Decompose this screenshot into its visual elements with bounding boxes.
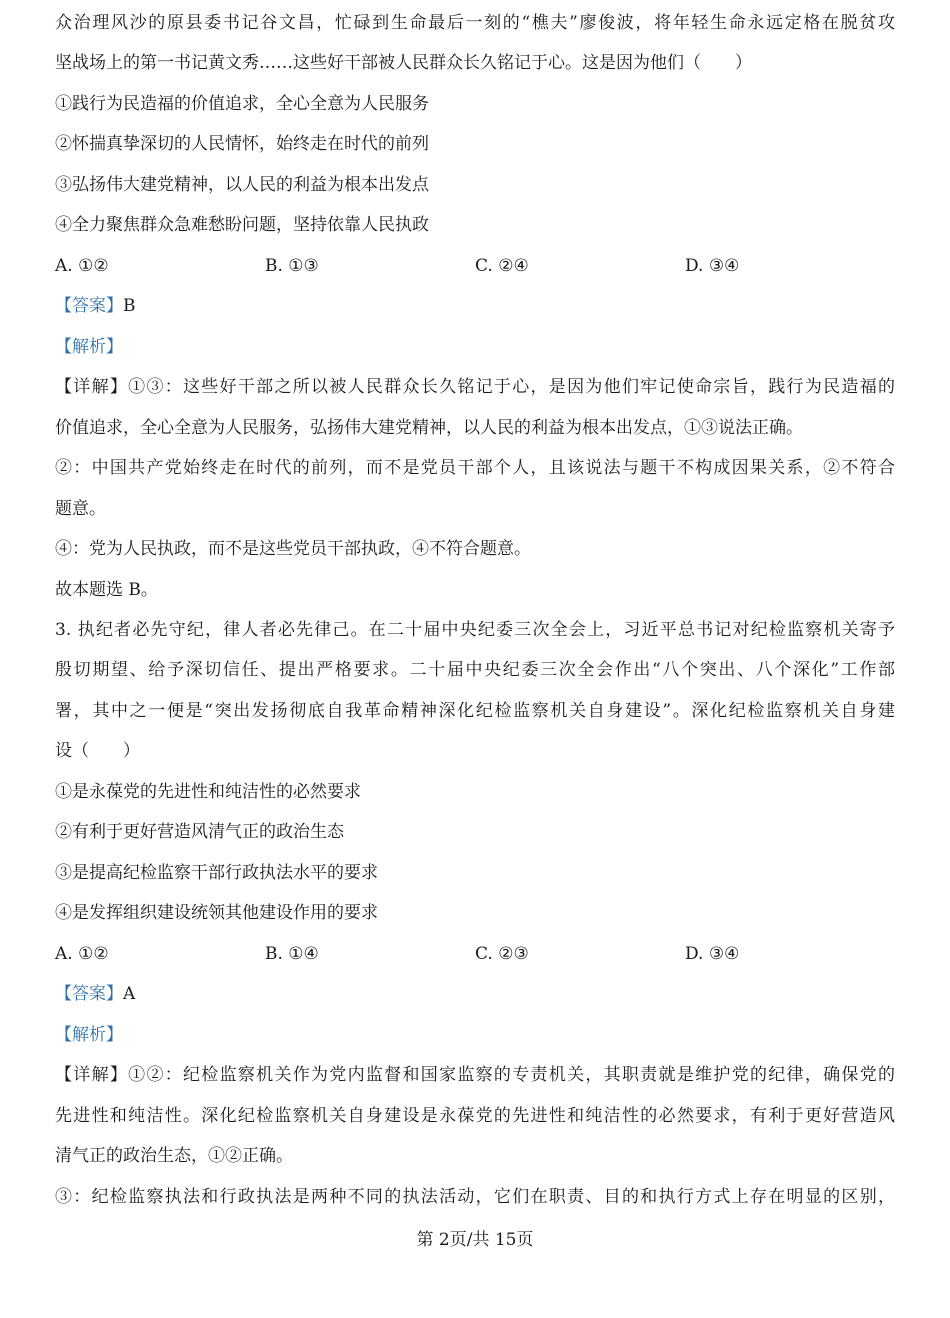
q3-statement-1: ①是永葆党的先进性和纯洁性的必然要求	[55, 782, 361, 802]
page-number-footer: 第 2页/共 15页	[416, 1230, 534, 1250]
q2-statement-1: ①践行为民造福的价值追求，全心全意为人民服务	[55, 94, 429, 114]
q2-detail-line-2: 价值追求，全心全意为人民服务，弘扬伟大建党精神，以人民的利益为根本出发点，①③说法正确。	[55, 418, 803, 438]
q2-detail-line-3: ②：中国共产党始终走在时代的前列，而不是党员干部个人，且该说法与题干不构成因果关系，②不符合	[55, 458, 895, 478]
q2-option-d: D. ③④	[685, 256, 740, 276]
q2-statement-2: ②怀揣真挚深切的人民情怀，始终走在时代的前列	[55, 134, 429, 154]
q3-detail-line-3: 清气正的政治生态，①②正确。	[55, 1146, 293, 1166]
q2-option-b: B. ①③	[265, 256, 319, 276]
detail-tag: 【详解】	[55, 377, 129, 397]
q2-detail-line-1	[55, 376, 895, 398]
q3-detail-line-1	[55, 1064, 895, 1086]
detail-text: ①③：这些好干部之所以被人民群众长久铭记于心，是因为他们牢记使命宗旨，践行为民造福的	[128, 377, 895, 397]
answer-tag: 【答案】	[55, 984, 123, 1004]
q3-detail-line-2: 先进性和纯洁性。深化纪检监察机关自身建设是永葆党的先进性和纯洁性的必然要求，有利于更好营造风	[55, 1106, 895, 1126]
q3-option-a: A. ①②	[55, 944, 109, 964]
q3-stem-line-2: 殷切期望、给予深切信任、提出严格要求。二十届中央纪委三次全会作出“八个突出、八个深化”工作部	[55, 660, 895, 680]
q3-stem-line-1: 3. 执纪者必先守纪，律人者必先律己。在二十届中央纪委三次全会上，习近平总书记对纪检监察机关寄予	[55, 620, 895, 640]
analysis-tag: 【解析】	[55, 1025, 123, 1045]
answer-value: B	[123, 296, 136, 316]
q2-analysis-heading	[55, 336, 895, 358]
detail-text: ①②：纪检监察机关作为党内监督和国家监察的专责机关，其职责就是维护党的纪律，确保党的	[128, 1065, 895, 1085]
q3-option-c: C. ②③	[475, 944, 529, 964]
q2-option-a: A. ①②	[55, 256, 109, 276]
q2-statement-3: ③弘扬伟大建党精神，以人民的利益为根本出发点	[55, 175, 429, 195]
q3-stem-line-3: 署，其中之一便是“突出发扬彻底自我革命精神深化纪检监察机关自身建设”。深化纪检监察机关自身建	[55, 701, 895, 721]
q2-answer	[55, 295, 895, 317]
q2-stem-line-1: 众治理风沙的原县委书记谷文昌，忙碌到生命最后一刻的“樵夫”廖俊波，将年轻生命永远定格在脱贫攻	[55, 13, 895, 33]
q2-statement-4: ④全力聚焦群众急难愁盼问题，坚持依靠人民执政	[55, 215, 429, 235]
q3-answer	[55, 983, 895, 1005]
answer-tag: 【答案】	[55, 296, 123, 316]
analysis-tag: 【解析】	[55, 337, 123, 357]
q2-stem-line-2: 坚战场上的第一书记黄文秀……这些好干部被人民群众长久铭记于心。这是因为他们（ ）	[55, 53, 752, 73]
q3-option-b: B. ①④	[265, 944, 319, 964]
q3-statement-2: ②有利于更好营造风清气正的政治生态	[55, 822, 344, 842]
q3-analysis-heading	[55, 1024, 895, 1046]
q2-option-c: C. ②④	[475, 256, 529, 276]
q3-option-d: D. ③④	[685, 944, 740, 964]
detail-tag: 【详解】	[55, 1065, 129, 1085]
answer-value: A	[123, 984, 136, 1004]
q2-detail-line-4: 题意。	[55, 499, 106, 519]
q3-statement-3: ③是提高纪检监察干部行政执法水平的要求	[55, 863, 378, 883]
q3-stem-line-4: 设（ ）	[55, 741, 140, 761]
q3-statement-4: ④是发挥组织建设统领其他建设作用的要求	[55, 903, 378, 923]
q3-detail-line-4: ③：纪检监察执法和行政执法是两种不同的执法活动，它们在职责、目的和执行方式上存在明显的区别，	[55, 1187, 895, 1207]
q2-detail-line-5: ④：党为人民执政，而不是这些党员干部执政，④不符合题意。	[55, 539, 531, 559]
q2-detail-line-6: 故本题选 B。	[55, 580, 158, 600]
